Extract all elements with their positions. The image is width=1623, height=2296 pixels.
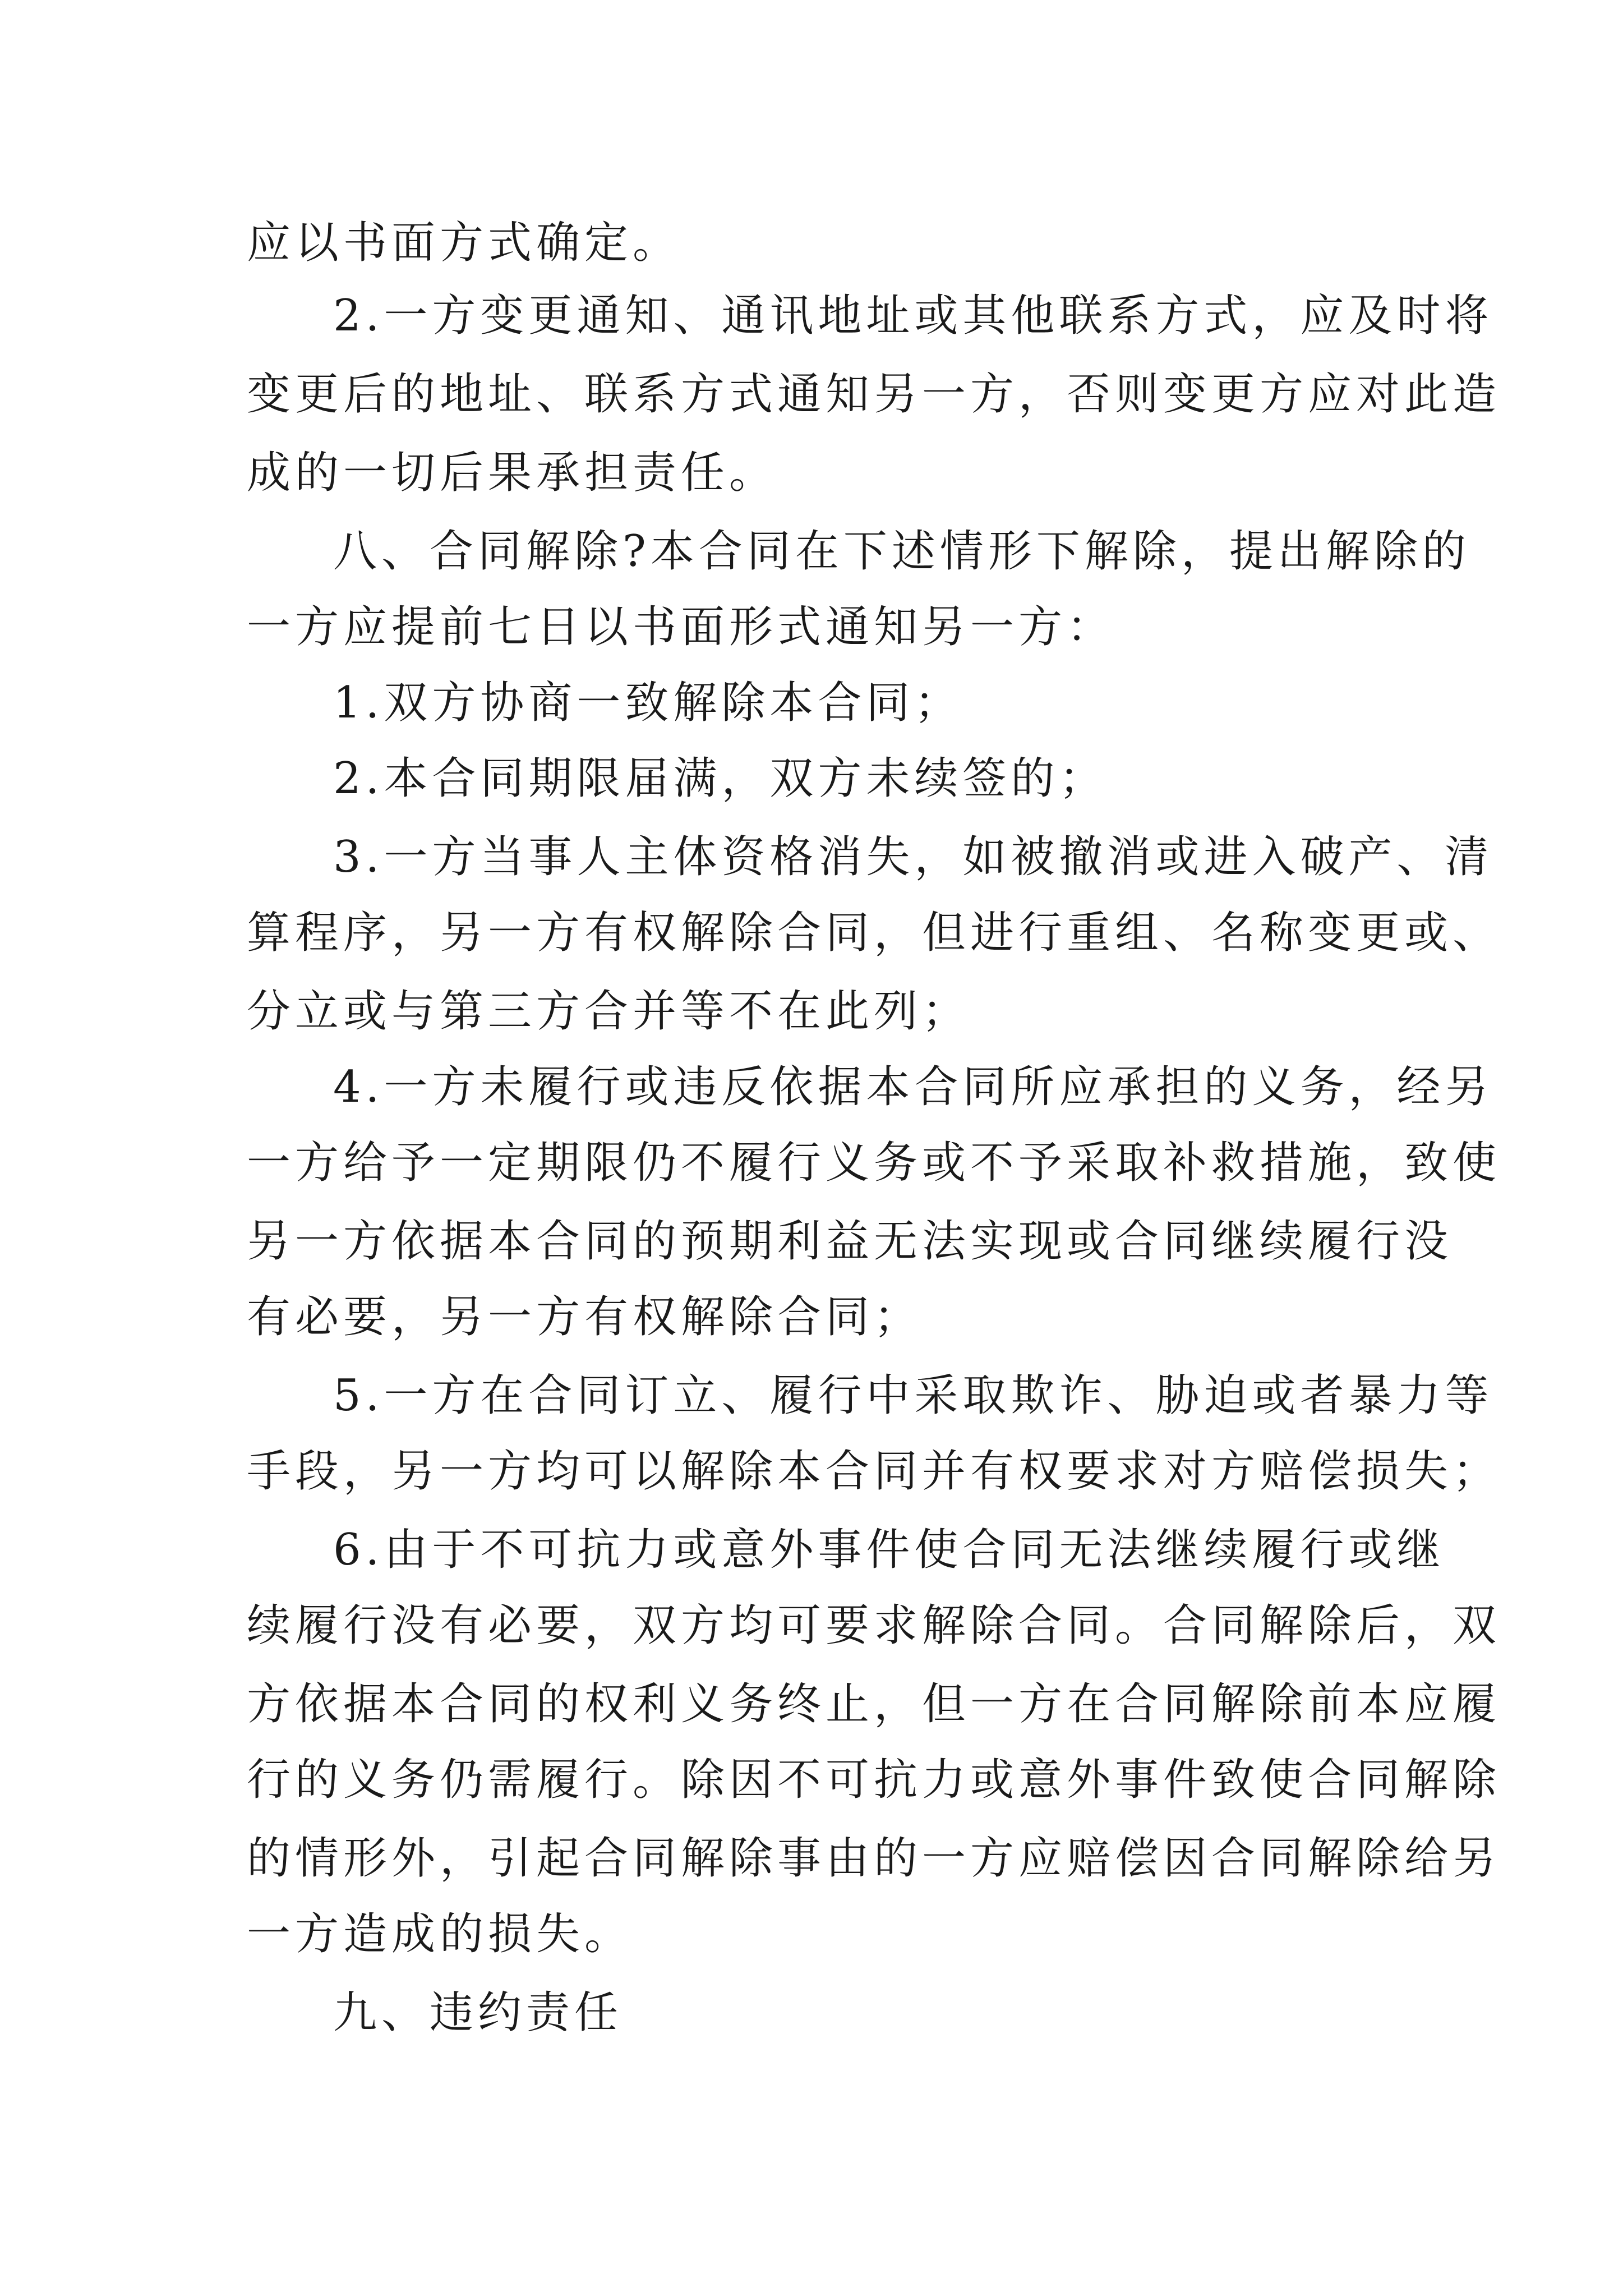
- text-line: 3.一方当事人主体资格消失，如被撤消或进入破产、清: [333, 832, 1493, 882]
- text-line: 成的一切后果承担责任。: [247, 448, 778, 498]
- text-line: 分立或与第三方合并等不在此列；: [247, 986, 971, 1037]
- text-line: 的情形外，引起合同解除事由的一方应赔偿因合同解除给另: [247, 1833, 1501, 1884]
- text-line: 一方造成的损失。: [247, 1909, 633, 1959]
- text-line: 一方给予一定期限仍不履行义务或不予采取补救措施，致使: [247, 1138, 1501, 1188]
- text-line: 有必要，另一方有权解除合同；: [247, 1292, 923, 1342]
- text-line: 应以书面方式确定。: [247, 218, 681, 268]
- text-line: 九、违约责任: [333, 1987, 623, 2038]
- text-line: 算程序，另一方有权解除合同，但进行重组、名称变更或、: [247, 908, 1501, 958]
- text-line: 变更后的地址、联系方式通知另一方，否则变更方应对此造: [247, 369, 1501, 420]
- text-line: 4.一方未履行或违反依据本合同所应承担的义务，经另: [333, 1062, 1493, 1112]
- text-line: 手段，另一方均可以解除本合同并有权要求对方赔偿损失；: [247, 1446, 1501, 1497]
- text-line: 6.由于不可抗力或意外事件使合同无法继续履行或继: [333, 1525, 1445, 1575]
- text-line: 另一方依据本合同的预期利益无法实现或合同继续履行没: [247, 1216, 1453, 1267]
- text-line: 方依据本合同的权利义务终止，但一方在合同解除前本应履: [247, 1679, 1501, 1729]
- text-line: 1.双方协商一致解除本合同；: [333, 678, 963, 728]
- text-line: 一方应提前七日以书面形式通知另一方：: [247, 602, 1115, 652]
- text-line: 续履行没有必要，双方均可要求解除合同。合同解除后，双: [247, 1600, 1501, 1651]
- text-line: 2.本合同期限届满，双方未续签的；: [333, 753, 1108, 804]
- text-line: 5.一方在合同订立、履行中采取欺诈、胁迫或者暴力等: [333, 1370, 1493, 1421]
- text-line: 行的义务仍需履行。除因不可抗力或意外事件致使合同解除: [247, 1755, 1501, 1805]
- text-line: 2.一方变更通知、通讯地址或其他联系方式，应及时将: [333, 291, 1493, 341]
- text-line: 八、合同解除?本合同在下述情形下解除，提出解除的: [333, 526, 1470, 577]
